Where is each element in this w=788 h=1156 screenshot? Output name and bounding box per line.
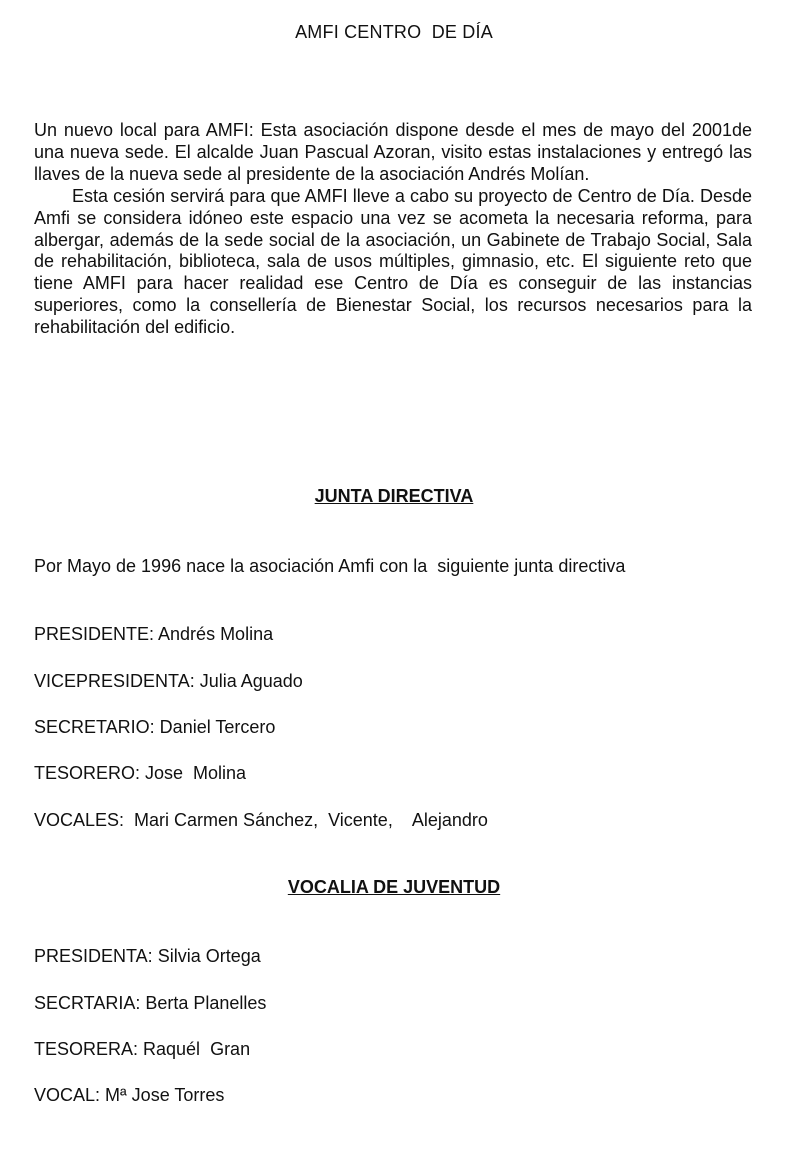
intro-section bbox=[34, 120, 752, 339]
vocalia-member-secretary: SECRTARIA: Berta Planelles bbox=[34, 993, 267, 1013]
vocalia-juventud-heading: VOCALIA DE JUVENTUD bbox=[287, 877, 501, 897]
junta-member-secretary: SECRETARIO: Daniel Tercero bbox=[34, 717, 276, 737]
vocalia-member-president: PRESIDENTA: Silvia Ortega bbox=[34, 946, 261, 966]
junta-intro-text: Por Mayo de 1996 nace la asociación Amfi con la siguiente junta directiva bbox=[34, 556, 626, 576]
junta-member-vicepresident: VICEPRESIDENTA: Julia Aguado bbox=[34, 671, 303, 691]
intro-paragraph-2: Esta cesión servirá para que AMFI lleve a cabo su proyecto de Centro de Día. Desde Amfi se considera idóneo este espacio una vez se acometa la necesaria reforma, para albergar, además de la sede social de la asociación, un Gabinete de Trabajo Social, Sala de rehabilitación, biblioteca, sala de usos múltiples, gimnasio, etc. El siguiente reto que tiene AMFI para hacer realidad ese Centro de Día es conseguir de las instancias superiores, como la consellería de Bienestar Social, los recursos necesarios para la rehabilitación del edificio. bbox=[34, 185, 752, 338]
vocalia-member-vocal: VOCAL: Mª Jose Torres bbox=[34, 1085, 225, 1105]
page-title: AMFI CENTRO DE DÍA bbox=[295, 22, 493, 42]
intro-paragraph-1: Un nuevo local para AMFI: Esta asociación dispone desde el mes de mayo del 2001de una nueva sede. El alcalde Juan Pascual Azoran, visito estas instalaciones y entregó las llaves de la nueva sede al presidente de la asociación Andrés Molían. bbox=[34, 120, 752, 184]
junta-member-vocales: VOCALES: Mari Carmen Sánchez, Vicente, Alejandro bbox=[34, 810, 488, 830]
vocalia-member-treasurer: TESORERA: Raquél Gran bbox=[34, 1039, 251, 1059]
junta-directiva-heading: JUNTA DIRECTIVA bbox=[314, 486, 474, 506]
junta-member-president: PRESIDENTE: Andrés Molina bbox=[34, 624, 274, 644]
junta-member-treasurer: TESORERO: Jose Molina bbox=[34, 763, 247, 783]
